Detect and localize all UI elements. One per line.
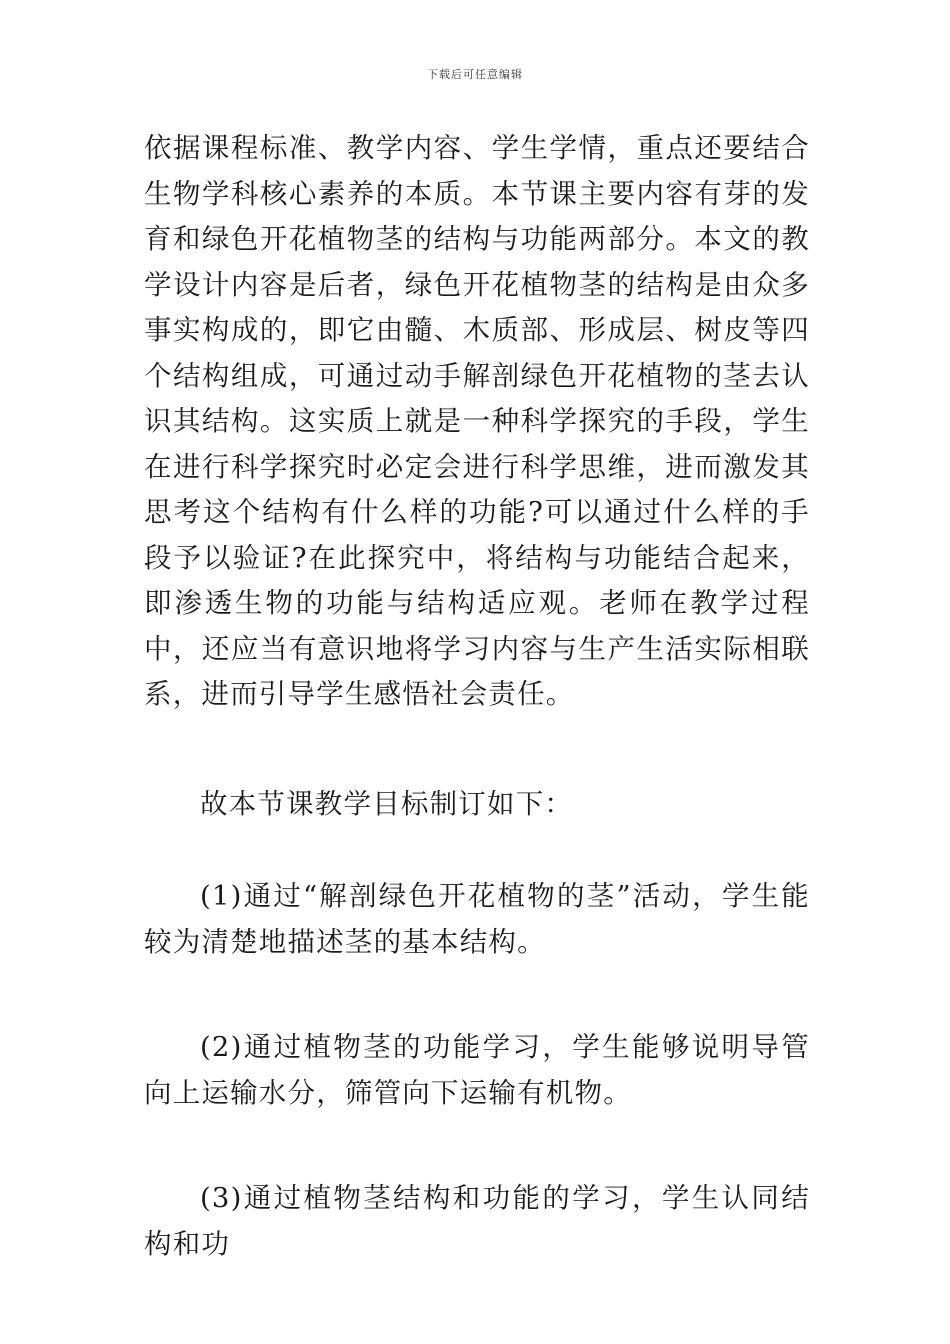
objective-item-2: (2)通过植物茎的功能学习，学生能够说明导管向上运输水分，筛管向下运输有机物。 — [144, 1031, 810, 1109]
header-note: 下载后可任意编辑 — [427, 68, 523, 81]
paragraph-objectives-intro: 故本节课教学目标制订如下： — [200, 788, 574, 820]
paragraph-main: 依据课程标准、教学内容、学生学情，重点还要结合生物学科核心素养的本质。本节课主要内容有芽的发育和绿色开花植物茎的结构与功能两部分。本文的教学设计内容是后者，绿色开花植物茎的结构是由众多事实构成的，即它由髓、木质部、形成层、树皮等四个结构组成，可通过动手解剖绿色开花植物的茎去认识其结构。这实质上就是一种科学探究的手段，学生在进行科学探究时必定会进行科学思维，进而激发其思考这个结构有什么样的功能?可以通过什么样的手段予以验证?在此探究中，将结构与功能结合起来，即渗透生物的功能与结构适应观。老师在教学过程中，还应当有意识地将学习内容与生产生活实际相联系，进而引导学生感悟社会责任。 — [144, 132, 810, 710]
objective-item-3: (3)通过植物茎结构和功能的学习，学生认同结构和功 — [144, 1182, 810, 1260]
objective-item-1: (1)通过“解剖绿色开花植物的茎”活动，学生能较为清楚地描述茎的基本结构。 — [144, 880, 810, 958]
